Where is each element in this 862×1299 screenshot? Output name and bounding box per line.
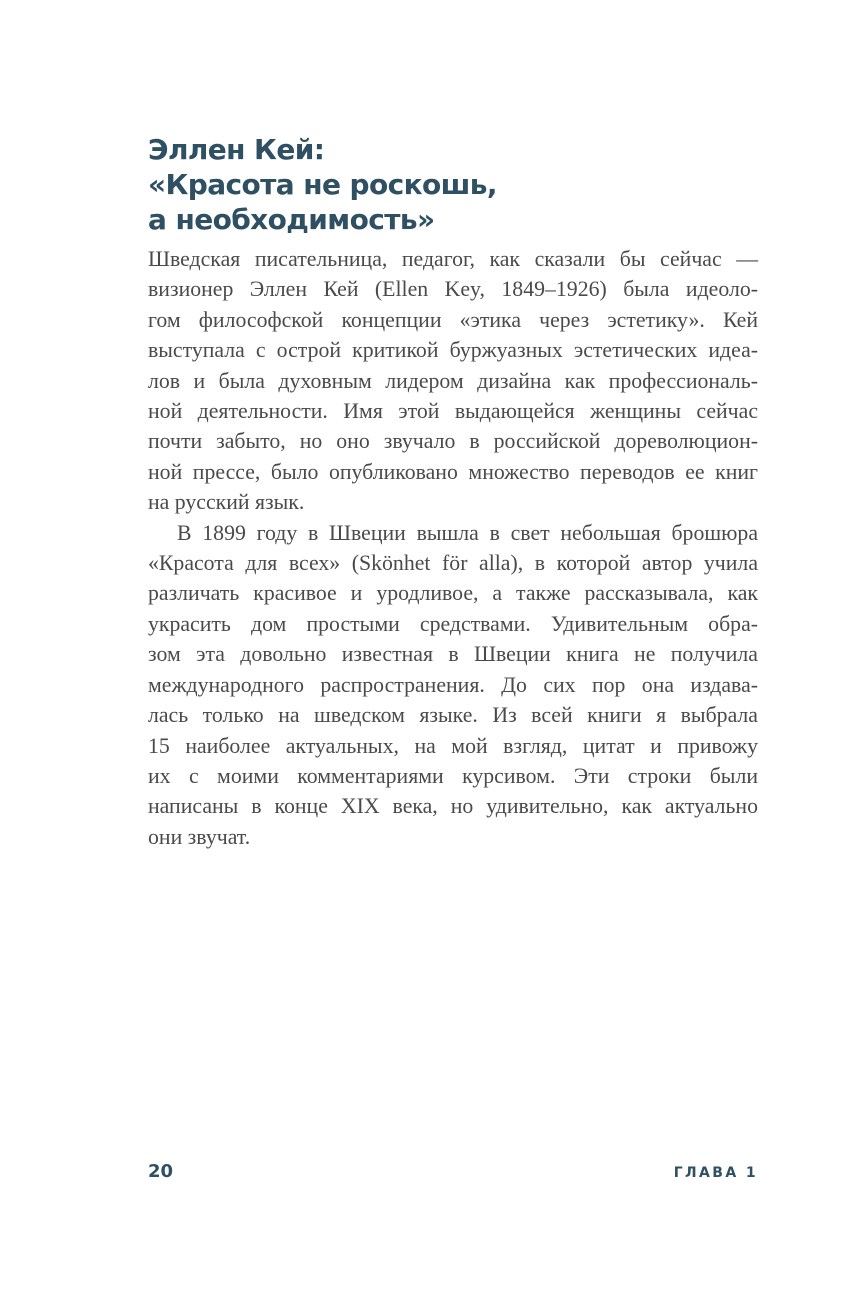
- paragraph-1: [148, 244, 758, 518]
- text-line: Шведская писательница, педагог, как сказали бы сейчас —: [148, 247, 758, 271]
- title-line: а необходимость»: [148, 203, 435, 236]
- text-line: лась только на шведском языке. Из всей книги я выбрала: [148, 703, 758, 728]
- text-line: зом эта довольно известная в Швеции книга не получила: [148, 642, 758, 667]
- text-line: на русский язык.: [148, 490, 305, 515]
- page-number: 20: [148, 1161, 174, 1182]
- text-line: их с моими комментариями курсивом. Эти строки были: [148, 763, 758, 788]
- paragraph-2: [148, 518, 758, 852]
- text-line: международного распространения. До сих пор она издава-: [148, 672, 758, 697]
- text-line: они звучат.: [148, 824, 251, 849]
- text-line: гом философской концепции «этика через эстетику». Кей: [148, 307, 758, 332]
- text-line: украсить дом простыми средствами. Удивительным обра-: [148, 611, 758, 636]
- title-line: «Красота не роскошь,: [148, 168, 497, 201]
- body-text: [148, 244, 758, 852]
- text-line: «Красота для всех» (Skönhet för alla), в которой автор учила: [148, 551, 758, 576]
- text-line: 15 наиболее актуальных, на мой взгляд, цитат и привожу: [148, 733, 758, 758]
- running-head-chapter: ГЛАВА 1: [673, 1165, 758, 1181]
- text-line: выступала с острой критикой буржуазных эстетических идеа-: [148, 338, 758, 363]
- text-line: написаны в конце XIX века, но удивительно, как актуально: [148, 794, 758, 819]
- text-line: ной прессе, было опубликовано множество переводов ее книг: [148, 459, 758, 484]
- text-line: почти забыто, но оно звучало в российской дореволюцион-: [148, 429, 758, 454]
- text-line: лов и была духовным лидером дизайна как профессиональ-: [148, 368, 758, 393]
- chapter-section-title: [148, 132, 768, 237]
- text-line: ной деятельности. Имя этой выдающейся женщины сейчас: [148, 399, 758, 424]
- title-line: Эллен Кей:: [148, 133, 325, 166]
- text-line: визионер Эллен Кей (Ellen Key, 1849–1926) была идеоло-: [148, 277, 758, 302]
- text-line: различать красивое и уродливое, а также рассказывала, как: [148, 581, 758, 606]
- text-line: В 1899 году в Швеции вышла в свет небольшая брошюра: [177, 520, 758, 545]
